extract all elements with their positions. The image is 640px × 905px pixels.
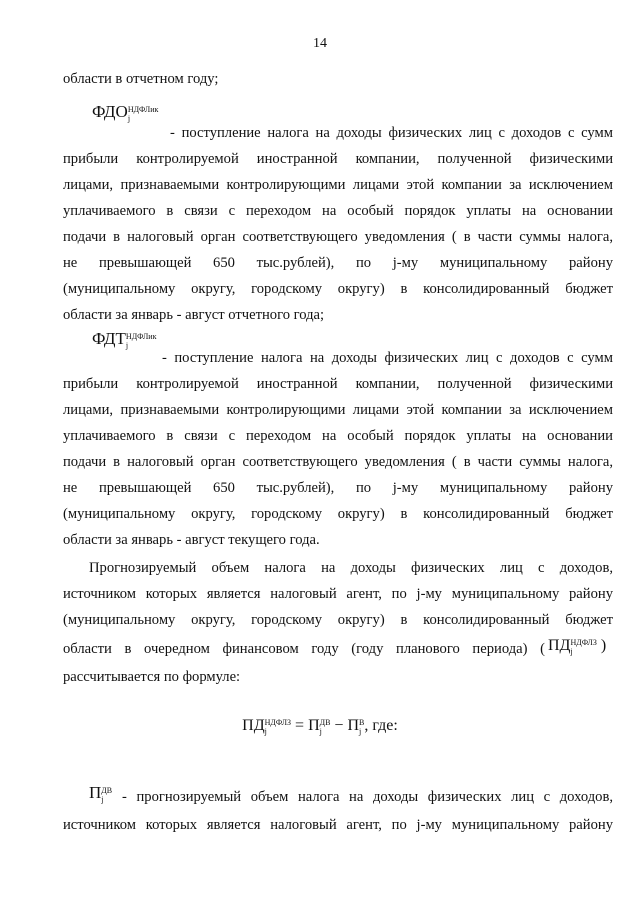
formula-minus: − xyxy=(330,717,348,734)
text-line: лицами, признаваемыми контролирующими лицами этой компании за исключением xyxy=(63,177,613,193)
symbol-main: ФДТ xyxy=(92,329,126,348)
text-line: (муниципальному округу, городскому округу) в консолидированный бюджет xyxy=(63,506,613,522)
formula-term1: П xyxy=(308,717,320,734)
close-paren: ) xyxy=(600,637,607,654)
text-line: области в очередном финансовом году (году планового периода) ( xyxy=(63,641,545,657)
text-line: лицами, признаваемыми контролирующими лицами этой компании за исключением xyxy=(63,402,613,418)
symbol-sup: ДВ xyxy=(101,786,113,795)
symbol-main: П xyxy=(89,783,102,802)
symbol-sub: j xyxy=(570,647,573,656)
page-number: 14 xyxy=(313,36,327,51)
symbol-sup: НДФЛЗ xyxy=(264,718,292,727)
symbol-indices xyxy=(570,638,596,656)
text-line: - прогнозируемый объем налога на доходы физических лиц с доходов, xyxy=(122,789,613,805)
text-line: уплачиваемого в связи с переходом на особый порядок уплаты на основании xyxy=(63,428,613,444)
symbol-main: ФДО xyxy=(92,102,128,121)
symbol-sup: В xyxy=(359,718,365,727)
symbol-indices xyxy=(128,105,159,123)
text-line: области за январь - август текущего года. xyxy=(63,532,320,548)
symbol-sub: j xyxy=(264,727,267,736)
symbol-sup: НДФЛик xyxy=(127,105,159,114)
symbol-sup: НДФЛик xyxy=(125,332,157,341)
symbol-fdt xyxy=(92,329,156,350)
symbol-indices xyxy=(126,332,157,350)
text-line: области в отчетном году; xyxy=(63,71,219,87)
symbol-sub: j xyxy=(359,727,362,736)
text-line: прибыли контролируемой иностранной компании, полученной физическими xyxy=(63,151,613,167)
formula-equals: = xyxy=(291,717,309,734)
text-line: подачи в налоговый орган соответствующего уведомления ( в части суммы налога, xyxy=(63,229,613,245)
formula-lhs-indices xyxy=(265,718,291,736)
symbol-main: ПД xyxy=(548,637,571,654)
formula-term2: П xyxy=(347,717,360,734)
text-line: рассчитывается по формуле: xyxy=(63,669,241,685)
symbol-pdv xyxy=(89,783,112,804)
formula-tail: , где: xyxy=(364,717,398,734)
text-line: не превышающей 650 тыс.рублей), по j-му муниципальному району xyxy=(63,480,613,496)
formula-term1-indices xyxy=(320,718,331,736)
text-line: - поступление налога на доходы физических лиц с доходов с сумм xyxy=(170,125,613,141)
symbol-fdo xyxy=(92,102,158,123)
symbol-sup: ДВ xyxy=(319,718,331,727)
symbol-sub: j xyxy=(101,795,104,804)
text-line: области за январь - август отчетного года; xyxy=(63,307,325,323)
text-line: Прогнозируемый объем налога на доходы физических лиц с доходов, xyxy=(89,560,613,576)
text-line: уплачиваемого в связи с переходом на особый порядок уплаты на основании xyxy=(63,203,613,219)
text-line: источником которых является налоговый агент, по j-му муниципальному району xyxy=(63,586,613,602)
text-line: подачи в налоговый орган соответствующего уведомления ( в части суммы налога, xyxy=(63,454,613,470)
text-line: прибыли контролируемой иностранной компании, полученной физическими xyxy=(63,376,613,392)
symbol-indices xyxy=(101,786,112,804)
inline-symbol-pd xyxy=(548,636,606,656)
symbol-sup: НДФЛЗ xyxy=(570,638,597,647)
text-line: - поступление налога на доходы физических лиц с доходов с сумм xyxy=(162,350,613,366)
symbol-sub: j xyxy=(127,114,131,123)
symbol-sub: j xyxy=(125,341,129,350)
symbol-sub: j xyxy=(319,727,322,736)
main-formula xyxy=(0,717,640,736)
text-line: (муниципальному округу, городскому округу) в консолидированный бюджет xyxy=(63,281,613,297)
text-line: не превышающей 650 тыс.рублей), по j-му муниципальному району xyxy=(63,255,613,271)
text-line: (муниципальному округу, городскому округу) в консолидированный бюджет xyxy=(63,612,613,628)
text-line: источником которых является налоговый агент, по j-му муниципальному району xyxy=(63,817,613,833)
formula-lhs: ПД xyxy=(242,717,265,734)
